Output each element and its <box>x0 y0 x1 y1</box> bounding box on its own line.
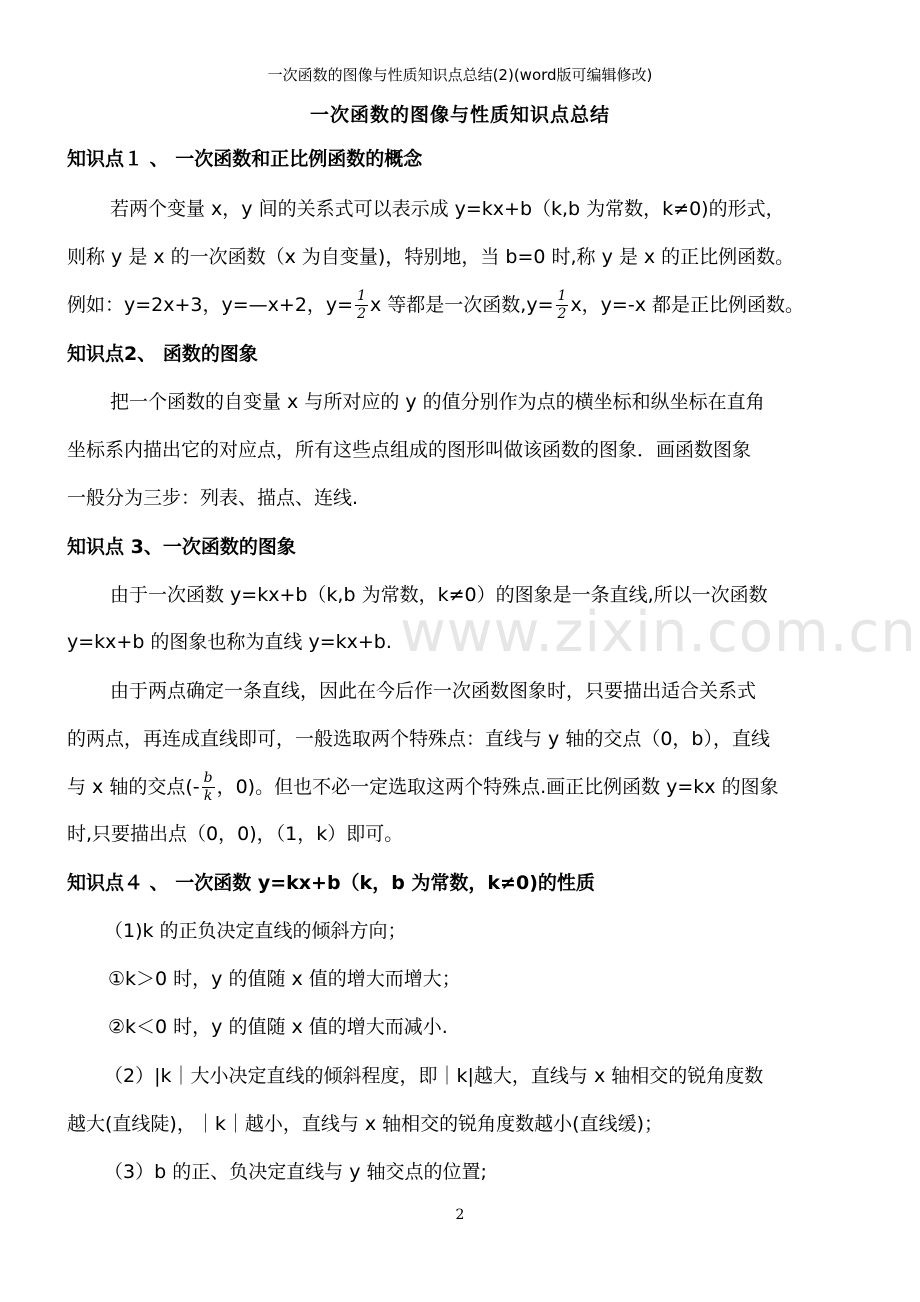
paragraph-line: （2）|k｜大小决定直线的倾斜程度，即｜k|越大，直线与 x 轴相交的锐角度数 <box>104 1065 764 1087</box>
paragraph-line: 一般分为三步：列表、描点、连线. <box>67 487 359 509</box>
fraction-denominator: 2 <box>357 306 367 322</box>
paragraph-line: 由于两点确定一条直线，因此在今后作一次函数图象时，只要描出适合关系式 <box>110 680 757 702</box>
paragraph-line: 坐标系内描出它的对应点，所有这些点组成的图形叫做该函数的图象．画函数图象 <box>67 439 752 461</box>
paragraph-line-with-fractions <box>67 288 804 323</box>
section-heading-3: 知识点 3、一次函数的图象 <box>67 536 296 558</box>
text-run: 与 x 轴的交点(- <box>67 776 200 798</box>
list-item: （1)k 的正负决定直线的倾斜方向； <box>104 920 407 942</box>
paragraph-line: 则称 y 是 x 的一次函数（x 为自变量)，特别地，当 b=0 时,称 y 是 x 的正比例函数。 <box>67 246 795 268</box>
fraction-numerator: 1 <box>557 288 567 304</box>
list-item: ②k＜0 时，y 的值随 x 值的增大而减小. <box>108 1016 448 1038</box>
list-item: ①k＞0 时，y 的值随 x 值的增大而增大； <box>108 968 461 990</box>
paragraph-line: 把一个函数的自变量 x 与所对应的 y 的值分别作为点的横坐标和纵坐标在直角 <box>110 391 765 413</box>
list-item: （3）b 的正、负决定直线与 y 轴交点的位置; <box>104 1161 487 1183</box>
page-header: 一次函数的图像与性质知识点总结(2)(word版可编辑修改) <box>267 66 653 84</box>
paragraph-line-with-fraction <box>67 770 779 805</box>
text-run: x，y=-x 都是正比例函数。 <box>570 294 804 316</box>
text-run: ，0)。但也不必一定选取这两个特殊点.画正比例函数 y=kx 的图象 <box>216 776 779 798</box>
fraction-denominator: k <box>203 788 213 804</box>
paragraph-line: 由于一次函数 y=kx+b（k,b 为常数，k≠0）的图象是一条直线,所以一次函数 <box>110 584 768 606</box>
fraction-numerator: 1 <box>357 288 367 304</box>
text-run: x 等都是一次函数,y= <box>370 294 554 316</box>
section-heading-2: 知识点2、 函数的图象 <box>67 343 258 365</box>
paragraph-line: 的两点，再连成直线即可，一般选取两个特殊点：直线与 y 轴的交点（0，b），直线 <box>67 728 770 750</box>
paragraph-line: 若两个变量 x，y 间的关系式可以表示成 y=kx+b（k,b 为常数，k≠0)的形式， <box>110 198 785 220</box>
document-title: 一次函数的图像与性质知识点总结 <box>309 104 610 126</box>
fraction-numerator: b <box>203 770 213 786</box>
section-heading-4: 知识点４ 、 一次函数 y=kx+b（k，b 为常数，k≠0)的性质 <box>67 872 595 894</box>
fraction-one-half <box>556 288 569 323</box>
watermark: www.zixin.com.cn <box>400 600 917 665</box>
section-heading-1: 知识点１ 、 一次函数和正比例函数的概念 <box>67 148 423 170</box>
paragraph-line: 时,只要描出点（0，0)，（1，k）即可。 <box>67 823 404 845</box>
paragraph-line: 越大(直线陡)，｜k｜越小，直线与 x 轴相交的锐角度数越小(直线缓)； <box>67 1113 663 1135</box>
paragraph-line: y=kx+b 的图象也称为直线 y=kx+b. <box>67 631 392 653</box>
text-run: 例如：y=2x+3，y=—x+2，y= <box>67 294 354 316</box>
fraction-denominator: 2 <box>557 306 567 322</box>
page-number: 2 <box>455 1207 465 1223</box>
fraction-one-half <box>355 288 368 323</box>
fraction-b-over-k <box>202 770 215 805</box>
